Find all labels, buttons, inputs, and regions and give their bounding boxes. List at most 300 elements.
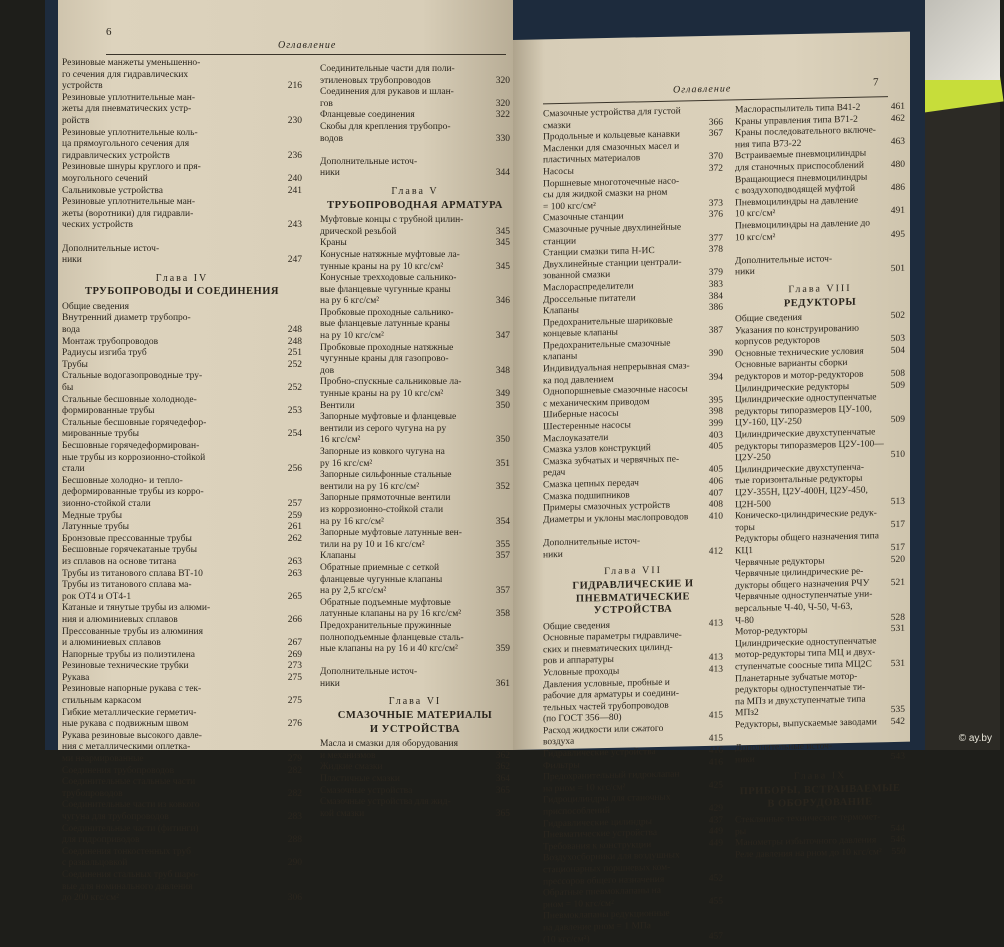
toc-entry-title: тельных частей трубопроводов (543, 700, 669, 714)
toc-entry-page: 501 (890, 264, 905, 275)
toc-entry (62, 383, 302, 395)
toc-entry (62, 337, 302, 349)
toc-entry-page: 412 (708, 546, 723, 557)
toc-entry-page: 252 (287, 359, 302, 370)
toc-entry-title: Латунные трубы (62, 522, 130, 533)
toc-entry (62, 104, 302, 116)
toc-entry-page (699, 908, 723, 920)
toc-entry-title: для станочных приспособлений (735, 160, 864, 174)
toc-entry-page (278, 139, 302, 151)
toc-entry-page: 322 (495, 110, 510, 121)
toc-entry (320, 656, 510, 668)
toc-entry (62, 557, 302, 569)
toc-entry-title: редукторов и мотор-редукторов (735, 369, 864, 383)
toc-entry-page (881, 218, 905, 230)
toc-entry-title: Расход жидкости или сжатого (543, 723, 664, 737)
toc-entry-title: Мотор-редукторы (735, 625, 808, 638)
toc-entry-page: 517 (890, 519, 905, 530)
toc-entry-title: ния и алюминиевых сплавов (62, 614, 178, 625)
toc-entry-page: 253 (287, 406, 302, 417)
toc-entry (62, 151, 302, 163)
toc-entry-page: 345 (495, 238, 510, 249)
toc-entry-title: Дополнительные источ- (62, 243, 160, 254)
toc-entry-page (881, 253, 905, 265)
toc-entry-page: 276 (287, 719, 302, 730)
toc-entry (320, 401, 510, 413)
toc-entry-title: Бесшовные горячедеформирован- (62, 441, 200, 451)
toc-entry-page (699, 722, 723, 734)
toc-entry (320, 644, 510, 656)
toc-entry-title: Пневмоцилиндры на давление до (735, 218, 871, 232)
toc-entry-title: Резиновые манжеты уменьшенно- (62, 58, 201, 68)
toc-entry-page: 352 (495, 481, 510, 492)
toc-entry-page (486, 563, 510, 575)
toc-entry-title: Рукава резиновые высокого давле- (62, 730, 202, 741)
toc-entry-page: 513 (890, 496, 905, 507)
toc-entry (62, 395, 302, 407)
toc-entry-title: Краны управления типа В71-2 (735, 114, 858, 127)
toc-entry (320, 609, 510, 621)
toc-entry (62, 371, 302, 383)
left-column-2 (320, 64, 510, 820)
toc-entry-title: Насосы (543, 166, 574, 178)
toc-entry-page: 405 (708, 441, 723, 453)
toc-entry (62, 766, 302, 778)
toc-entry (62, 754, 302, 766)
toc-entry-page (278, 824, 302, 836)
toc-entry-page: 248 (287, 325, 302, 336)
toc-entry-page (699, 920, 723, 932)
toc-entry-title: Соединения тонкостенных труб (62, 846, 192, 857)
toc-entry-title: ные рукава с подвижным швом (62, 719, 189, 730)
toc-entry-title: Маслоуказатели (543, 432, 609, 444)
toc-entry-page: 378 (708, 244, 723, 256)
toc-entry-title: Дополнительные источ- (735, 254, 833, 267)
toc-entry-page (278, 476, 302, 488)
toc-entry-page: 357 (495, 551, 510, 562)
toc-entry-title: Предохранительный гидроклапан (543, 769, 680, 783)
toc-entry-page: 359 (495, 644, 510, 655)
toc-entry-title: на pном = 10 кгс/см² (543, 782, 626, 795)
toc-entry-title: с развальцовкой (62, 858, 128, 869)
toc-entry-title: гов (320, 98, 333, 109)
toc-entry-page (278, 800, 302, 812)
toc-entry-page: 398 (708, 407, 723, 418)
toc-entry-page: 348 (495, 365, 510, 376)
toc-entry-page: 455 (708, 896, 723, 907)
toc-entry-page: 282 (287, 788, 302, 799)
toc-entry-page: 248 (287, 336, 302, 347)
toc-entry-page (699, 688, 723, 700)
toc-entry-page (278, 580, 302, 592)
toc-entry-page (486, 412, 510, 424)
toc-entry-page (278, 708, 302, 720)
toc-entry-title: с воздухоподводящей муфтой (735, 183, 856, 197)
toc-entry-page: 495 (890, 229, 905, 240)
toc-entry (320, 470, 510, 482)
toc-entry-page (486, 598, 510, 610)
toc-entry-page (278, 313, 302, 325)
toc-entry-title: Основные технические условия (735, 346, 864, 360)
toc-entry-title: Пневмоклапаны редукционные (543, 909, 670, 922)
toc-entry (320, 809, 510, 821)
toc-entry-page: 263 (287, 556, 302, 567)
toc-entry-page (486, 250, 510, 262)
toc-entry-title: Обратные приемные с сеткой (320, 562, 440, 573)
toc-entry-page (881, 125, 905, 137)
toc-entry-title: Обратные подъемные муфтовые (320, 597, 451, 608)
left-column-1 (62, 58, 302, 905)
toc-entry (62, 569, 302, 581)
toc-entry-title: Ц2У-250 (735, 452, 771, 464)
toc-entry-title: Пневматические устройства (543, 828, 658, 841)
toc-entry-page: 416 (708, 757, 723, 768)
toc-entry-page (278, 847, 302, 859)
toc-entry-page (486, 528, 510, 540)
toc-entry-page: 351 (495, 458, 510, 469)
toc-entry-title: Однопоршневые смазочные насосы (543, 384, 688, 398)
toc-entry-title: жеты (воротники) для гидравли- (62, 208, 194, 219)
toc-entry-page (881, 589, 905, 601)
toc-entry-title: версальные Ч-40, Ч-50, Ч-63, (735, 601, 853, 615)
toc-entry-title: Маслораспылитель типа В41-2 (735, 102, 861, 116)
toc-entry-title: ные трубы из коррозионно-стойкой (62, 452, 206, 463)
toc-entry (62, 696, 302, 708)
toc-entry-page (278, 441, 302, 453)
toc-entry-title: Гидравлические цилиндры (543, 816, 652, 829)
toc-entry-page: 403 (708, 430, 723, 441)
toc-entry-title: Резиновые шнуры круглого и пря- (62, 162, 201, 173)
toc-entry-page (881, 812, 905, 824)
toc-entry-title: pу 16 кгс/см² (320, 458, 373, 469)
toc-entry-title: Сальниковые устройства (62, 185, 163, 196)
toc-entry-title: Резиновые технические трубки (62, 661, 189, 672)
toc-entry-page (884, 438, 908, 450)
toc-entry-page (881, 171, 905, 183)
toc-entry-page (278, 418, 302, 430)
toc-entry-title (320, 145, 322, 157)
toc-entry-title: Пробковые проходные сальнико- (320, 307, 454, 318)
toc-entry (320, 157, 510, 169)
toc-entry-title: Вентили (320, 400, 355, 411)
toc-entry (320, 575, 510, 587)
toc-entry-page (881, 195, 905, 207)
toc-entry-page: 370 (708, 151, 723, 163)
toc-entry-page (486, 87, 510, 99)
toc-entry-page: 486 (890, 182, 905, 194)
toc-entry-title: 10 кгс/см² (735, 232, 776, 243)
toc-entry-page: 275 (287, 672, 302, 683)
toc-entry-page (278, 128, 302, 140)
toc-entry-page (881, 357, 905, 369)
right-page-number: 7 (873, 76, 879, 89)
toc-entry-title: Трубы (62, 359, 88, 370)
toc-entry-title: водов (320, 133, 343, 144)
chapter-label: Глава V (391, 185, 439, 197)
toc-entry-title: формированные трубы (62, 406, 155, 417)
toc-entry-page: 347 (495, 331, 510, 342)
toc-entry-title: вые фланцевые чугунные краны (320, 284, 451, 295)
toc-entry-title: Краны последовательного включе- (735, 125, 876, 139)
toc-entry-page (486, 354, 510, 366)
toc-entry (62, 870, 302, 882)
toc-entry-page: 521 (890, 577, 905, 588)
toc-entry (320, 667, 510, 679)
toc-entry (320, 435, 510, 447)
toc-entry (62, 58, 302, 70)
toc-entry-page (699, 337, 723, 349)
toc-entry (735, 847, 905, 862)
toc-entry-page (486, 157, 510, 169)
toc-entry-title: тили на pу 10 и 16 кгс/см² (320, 539, 425, 550)
toc-entry-page: 542 (890, 716, 905, 727)
toc-entry-title: Трубы из титанового сплава ВТ-10 (62, 568, 203, 579)
toc-entry-title: Смазка подшипников (543, 490, 630, 502)
toc-entry (320, 797, 510, 809)
toc-entry-page (881, 728, 905, 740)
toc-entry-title: Дополнительные источ- (320, 156, 418, 167)
toc-entry-page: 449 (708, 838, 723, 849)
toc-entry-page: 425 (708, 780, 723, 791)
toc-entry (320, 739, 510, 751)
toc-entry-page (881, 241, 905, 253)
toc-entry-title: ники (735, 267, 755, 278)
toc-entry-page (278, 777, 302, 789)
toc-entry-page (486, 285, 510, 297)
toc-entry-page (278, 545, 302, 557)
toc-entry (62, 893, 302, 905)
toc-entry-title: Смазочные устройства для жид- (320, 797, 451, 808)
toc-entry-title: Общие сведения (543, 620, 611, 632)
toc-entry-page: 452 (708, 873, 723, 884)
toc-entry (62, 835, 302, 847)
toc-entry (320, 319, 510, 331)
toc-entry-title: из сплавов на основе титана (62, 556, 177, 567)
toc-entry (320, 87, 510, 99)
toc-entry-title: ры (735, 826, 747, 837)
toc-entry-title: Цилиндрические двухступенчатые (735, 427, 876, 441)
toc-entry-title: этиленовых трубопроводов (320, 75, 431, 86)
toc-entry-title: ния с металлическими оплетка- (62, 742, 191, 753)
chapter-title: ТРУБОПРОВОДНАЯ АРМАТУРА (327, 199, 503, 211)
toc-entry-title: Шестеренные насосы (543, 420, 631, 433)
toc-entry (320, 762, 510, 774)
toc-entry-title: гидравлических устройств (62, 150, 170, 161)
toc-entry-title: Конусные трехходовые сальнико- (320, 273, 457, 284)
toc-entry (62, 128, 302, 140)
toc-entry-page (699, 222, 723, 234)
toc-entry-page (486, 215, 510, 227)
toc-entry-page: 354 (495, 516, 510, 527)
toc-entry-title: Запорные муфтовые латунные вен- (320, 528, 462, 539)
toc-entry (62, 453, 302, 465)
toc-entry-page (486, 273, 510, 285)
toc-entry-title: и механизмов (320, 750, 376, 761)
header-rule (106, 54, 506, 55)
toc-entry-title: (по ГОСТ 356—80) (543, 713, 622, 725)
toc-entry (62, 789, 302, 801)
toc-entry-title: Радиусы изгиба труб (62, 348, 147, 359)
toc-entry-page (278, 162, 302, 174)
toc-entry (320, 227, 510, 239)
watermark: © ay.by (958, 733, 992, 744)
toc-entry-title: Стальные бесшовные холодноде- (62, 394, 197, 405)
toc-entry-title: Смазка цепных передач (543, 478, 639, 491)
toc-entry-page (278, 93, 302, 105)
toc-entry (320, 540, 510, 552)
toc-entry-title: клапаны (543, 352, 578, 363)
toc-entry-page: 550 (891, 846, 906, 857)
toc-entry-title: Гидравлические устройства (543, 747, 656, 760)
toc-entry-title: Червячные одноступенчатые уни- (735, 589, 873, 603)
toc-entry-title: Резиновые уплотнительные коль- (62, 127, 198, 138)
toc-entry (62, 302, 302, 314)
toc-entry-title: Стеклянные технические термомет- (735, 812, 881, 826)
toc-entry-page: 509 (890, 415, 905, 426)
toc-entry-page: 290 (287, 858, 302, 869)
toc-entry (62, 313, 302, 325)
toc-entry-title: Цилиндрические одноступенчатые (735, 392, 877, 406)
toc-entry-page: 387 (708, 325, 723, 337)
toc-entry (320, 377, 510, 389)
toc-entry-page (278, 70, 302, 82)
toc-entry-page: 262 (287, 533, 302, 544)
toc-entry-title: Стальные водогазопроводные тру- (62, 371, 203, 382)
toc-entry-page: 531 (890, 658, 905, 669)
toc-entry-page (699, 792, 723, 804)
toc-entry-title: Пробковые проходные натяжные (320, 342, 454, 353)
toc-entry (320, 424, 510, 436)
toc-entry (320, 774, 510, 786)
toc-entry-page: 279 (287, 754, 302, 765)
toc-entry-title: редач (543, 468, 566, 479)
toc-entry-title: Манометры избыточного давления (735, 835, 877, 849)
toc-entry (320, 134, 510, 146)
toc-entry-title: (10 кгс/см²) (543, 933, 590, 945)
toc-entry-title: стационарных поршневых ком- (543, 862, 671, 876)
toc-entry-title: Дополнительные источ- (735, 741, 833, 754)
toc-entry-title: Клапаны (320, 551, 356, 562)
toc-entry-page (699, 361, 723, 373)
toc-entry-page: 364 (495, 774, 510, 785)
toc-entry-title: бы (62, 383, 74, 394)
toc-entry (62, 244, 302, 256)
toc-entry-page (278, 731, 302, 743)
toc-entry-title: рок ОТ4 и ОТ4-1 (62, 591, 132, 602)
toc-entry-title: Смазочные устройства для густой (543, 106, 681, 120)
toc-entry-title: Соединительные части (фитинги) (62, 823, 199, 834)
toc-entry-title: дов (320, 365, 335, 376)
toc-entry (320, 354, 510, 366)
toc-entry-title: Реле давления на pном до 10 кгс/см² (735, 847, 882, 861)
chapter-label: Глава VI (388, 696, 442, 708)
toc-entry-page: 349 (495, 389, 510, 400)
toc-entry-page (881, 670, 905, 682)
toc-entry-title: чугуна для трубопроводов (62, 812, 169, 822)
toc-entry-title: кой смазки (320, 808, 365, 819)
toc-entry (320, 64, 510, 76)
toc-entry-page (699, 314, 723, 326)
toc-entry-page (278, 209, 302, 221)
toc-entry (62, 661, 302, 673)
chapter-title: В ОБОРУДОВАНИЕ (767, 796, 873, 811)
toc-entry (62, 708, 302, 720)
toc-entry-title: Воздухосборники для воздушных (543, 850, 680, 864)
toc-entry-page: 361 (495, 678, 510, 689)
toc-entry-page: 379 (708, 267, 723, 279)
toc-entry-page: 275 (287, 696, 302, 707)
toc-entry (62, 742, 302, 754)
toc-entry-page: 394 (708, 372, 723, 383)
chapter-title: ПРИБОРЫ, ВСТРАИВАЕМЫЕ (739, 782, 901, 798)
toc-entry-title: с механическим приводом (543, 396, 650, 410)
toc-entry-page: 535 (890, 705, 905, 716)
toc-entry-page (699, 699, 723, 711)
toc-entry-page (486, 739, 510, 751)
toc-entry-title: Червячные цилиндрические ре- (735, 566, 864, 580)
left-page-number: 6 (106, 26, 112, 38)
left-running-head: Оглавление (278, 40, 337, 51)
toc-entry-page (699, 862, 723, 874)
toc-entry-title: Диаметры и уклоны маслопроводов (543, 512, 689, 526)
toc-entry-title: Вращающиеся пневмоцилиндры (735, 172, 868, 185)
toc-entry (320, 389, 510, 401)
toc-entry-title: ми неармированные (62, 754, 144, 765)
toc-entry-page: 283 (287, 812, 302, 822)
toc-entry-page (486, 575, 510, 587)
toc-entry-page (699, 256, 723, 268)
toc-entry-title: Ч-80 (735, 615, 754, 626)
toc-entry (62, 511, 302, 523)
toc-entry (320, 145, 510, 157)
toc-entry-page: 386 (708, 302, 723, 313)
toc-entry-title: рабочие для арматуры и соедини- (543, 688, 679, 702)
toc-entry-page: 254 (287, 429, 302, 440)
toc-entry (62, 174, 302, 186)
toc-entry-page: 502 (890, 310, 905, 322)
toc-entry-page: 366 (708, 117, 723, 128)
toc-entry-page: 358 (495, 609, 510, 620)
toc-entry-page: 330 (495, 133, 510, 144)
toc-entry-title: ройств (62, 115, 90, 126)
toc-entry-page (278, 371, 302, 383)
toc-entry-page (881, 647, 905, 659)
toc-entry (62, 603, 302, 615)
toc-entry (320, 285, 510, 297)
toc-entry-title: Запорные из ковкого чугуна на (320, 447, 445, 457)
toc-entry (62, 464, 302, 476)
toc-entry-page: 531 (890, 623, 905, 635)
toc-entry-title: смазки (543, 120, 571, 131)
chapter-label: Глава IV (155, 272, 209, 284)
toc-entry-title: на pу 10 кгс/см² (320, 331, 384, 342)
toc-entry-page (881, 404, 905, 416)
toc-entry (320, 331, 510, 343)
toc-entry-title: Индивидуальная непрерывная смаз- (543, 361, 690, 375)
toc-entry-title: ка под давлением (543, 374, 614, 387)
toc-entry-page (486, 343, 510, 355)
toc-entry-title: вые для номинального давления (62, 881, 193, 892)
toc-entry-title: Медные трубы (62, 510, 123, 521)
toc-entry-title: мотор-редукторы типа МЦ и двух- (735, 647, 876, 661)
toc-entry-page (278, 603, 302, 615)
toc-entry-title: ния типа В73-22 (735, 138, 802, 151)
toc-entry-title: жеты для пневматических устр- (62, 104, 192, 115)
toc-entry-page: 449 (708, 826, 723, 838)
toc-entry-page: 463 (890, 136, 905, 147)
toc-entry-title: чугунные краны для газопрово- (320, 354, 449, 365)
toc-entry-page: 508 (890, 368, 905, 380)
